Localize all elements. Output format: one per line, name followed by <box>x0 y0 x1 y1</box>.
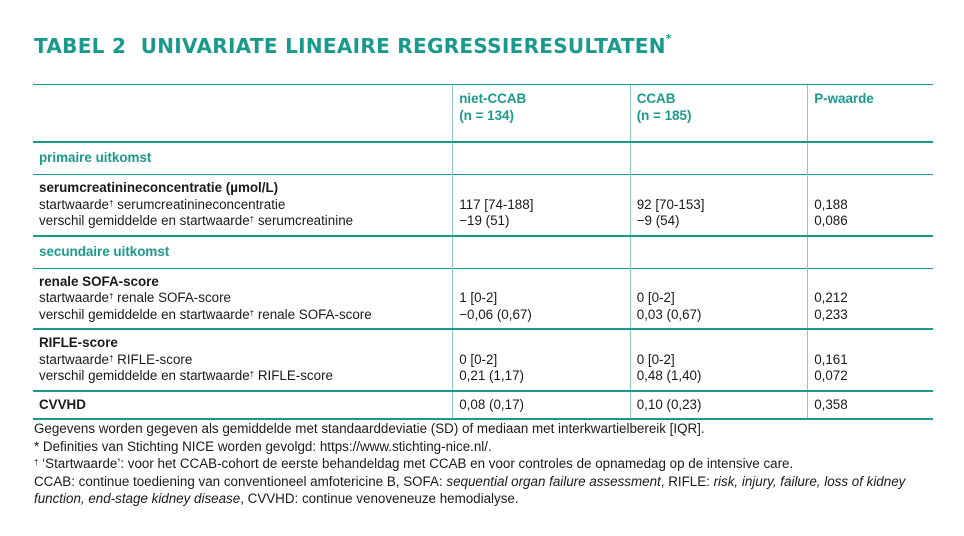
sofa-row1-ccab: 0 [0-2] <box>636 290 675 305</box>
empty-cell <box>453 142 630 175</box>
sofa-niet-ccab <box>453 268 630 329</box>
table-header-row <box>33 85 933 143</box>
table-title <box>34 34 672 58</box>
empty-cell <box>808 142 933 175</box>
dagger-mark: † <box>249 308 255 318</box>
table-title-text: TABEL 2 UNIVARIATE LINEAIRE REGRESSIERESULTATEN <box>34 34 666 58</box>
serum-row2-label-b: serumcreatinine <box>254 213 354 228</box>
header-niet-ccab-n: (n = 134) <box>459 107 514 123</box>
table-row-serum <box>33 175 933 236</box>
rifle-niet-ccab <box>453 329 630 391</box>
abbrev-rifle-italic: risk, injury, failure, loss of kidney function, end-stage kidney disease <box>34 473 906 506</box>
rifle-ccab <box>630 329 807 391</box>
rifle-row1-ccab: 0 [0-2] <box>636 351 675 367</box>
dagger-mark: † <box>108 292 114 301</box>
rifle-row1-label-a: startwaarde <box>39 351 109 367</box>
results-table <box>33 84 933 420</box>
rifle-row1-p: 0,161 <box>814 351 848 367</box>
footnote-data-description: Gegevens worden gegeven als gemiddelde met standaarddeviatie (SD) of mediaan met interkwartielbereik [IQR]. <box>34 421 705 436</box>
serum-heading: serumcreatinineconcentratie (µmol/L) <box>39 180 279 195</box>
footnote-abbreviations <box>34 473 944 508</box>
sofa-heading: renale SOFA-score <box>39 273 159 289</box>
abbrev-part-e: , CVVHD: continue venoveneuze hemodialyse. <box>240 491 519 506</box>
rifle-row1-niet-ccab: 0 [0-2] <box>459 351 498 367</box>
rifle-heading: RIFLE-score <box>39 335 118 350</box>
header-niet-ccab <box>453 85 630 143</box>
sofa-row1-label-a: startwaarde <box>39 290 109 305</box>
serum-row2-label <box>39 213 446 230</box>
table-row-rifle <box>33 329 933 391</box>
title-footnote-mark: * <box>665 32 672 45</box>
rifle-row1-label <box>39 352 446 369</box>
rifle-row2-label <box>39 368 446 385</box>
footnote-startwaarde-text: ‘Startwaarde’: voor het CCAB-cohort de eerste behandeldag met CCAB en voor controles de opnamedag op de intensive care. <box>38 456 794 471</box>
serum-row1-p: 0,188 <box>814 196 848 212</box>
dagger-mark: † <box>108 198 114 208</box>
serum-row2-ccab: −9 (54) <box>636 213 680 228</box>
sofa-ccab <box>630 268 807 329</box>
rifle-labels <box>33 329 453 391</box>
sofa-p <box>808 268 933 329</box>
empty-cell <box>630 236 807 269</box>
serum-row2-p: 0,086 <box>814 213 848 228</box>
dagger-mark: † <box>249 370 255 379</box>
table-row-cvvhd <box>33 391 933 420</box>
sofa-row1-label-b: renale SOFA-score <box>113 290 232 305</box>
sofa-row2-label-a: verschil gemiddelde en startwaarde <box>39 306 250 322</box>
rifle-row2-label-a: verschil gemiddelde en startwaarde <box>39 368 250 383</box>
section-primary-row <box>33 142 933 175</box>
cvvhd-p: 0,358 <box>808 391 933 420</box>
sofa-row1-label <box>39 290 446 307</box>
empty-cell <box>808 236 933 269</box>
serum-p <box>808 175 933 236</box>
header-niet-ccab-label: niet-CCAB <box>459 91 527 106</box>
footnote-nice-definitions: * Definities van Stichting NICE worden gevolgd: https://www.stichting-nice.nl/. <box>34 438 492 454</box>
sofa-row1-p: 0,212 <box>814 290 848 305</box>
footnote-startwaarde <box>34 455 944 473</box>
cvvhd-niet-ccab: 0,08 (0,17) <box>453 391 630 420</box>
empty-cell <box>453 236 630 269</box>
serum-row1-label <box>39 197 446 214</box>
serum-row1-ccab: 92 [70-153] <box>636 196 705 212</box>
rifle-row2-label-b: RIFLE-score <box>254 368 333 383</box>
header-empty-cell <box>33 85 453 143</box>
rifle-row1-label-b: RIFLE-score <box>113 351 193 367</box>
rifle-row2-ccab: 0,48 (1,40) <box>636 368 702 383</box>
section-primary-label: primaire uitkomst <box>33 142 453 175</box>
serum-row1-niet-ccab: 117 [74-188] <box>459 196 534 212</box>
rifle-row2-niet-ccab: 0,21 (1,17) <box>459 368 524 383</box>
abbrev-part-c: , RIFLE: <box>660 473 714 489</box>
cvvhd-label <box>33 391 453 420</box>
serum-niet-ccab <box>453 175 630 236</box>
header-ccab-n: (n = 185) <box>636 107 692 123</box>
header-p-value <box>808 85 933 143</box>
abbrev-sofa-italic: sequential organ failure assessment <box>446 473 661 489</box>
sofa-row1-niet-ccab: 1 [0-2] <box>459 290 498 305</box>
section-secondary-label: secundaire uitkomst <box>33 236 453 269</box>
cvvhd-heading: CVVHD <box>39 396 86 412</box>
header-ccab <box>630 85 807 143</box>
sofa-row2-label-b: renale SOFA-score <box>254 306 372 322</box>
serum-row2-label-a: verschil gemiddelde en startwaarde <box>39 213 250 228</box>
table-footnotes <box>34 420 944 508</box>
table-row-sofa <box>33 268 933 329</box>
sofa-row2-niet-ccab: −0,06 (0,67) <box>459 306 532 322</box>
serum-row2-niet-ccab: −19 (51) <box>459 213 510 228</box>
sofa-row2-ccab: 0,03 (0,67) <box>636 306 702 322</box>
abbrev-part-a: CCAB: continue toediening van conventioneel amfotericine B, SOFA: <box>34 473 447 489</box>
empty-cell <box>630 142 807 175</box>
rifle-p <box>808 329 933 391</box>
rifle-row2-p: 0,072 <box>814 368 848 383</box>
header-ccab-label: CCAB <box>636 91 676 106</box>
serum-row1-label-a: startwaarde <box>39 196 109 212</box>
footnote-dagger-mark: † <box>34 458 39 467</box>
dagger-mark: † <box>249 215 255 224</box>
cvvhd-ccab: 0,10 (0,23) <box>630 391 807 420</box>
serum-ccab <box>630 175 807 236</box>
dagger-mark: † <box>108 353 114 363</box>
sofa-row2-label <box>39 307 446 324</box>
serum-row1-label-b: serumcreatinineconcentratie <box>113 196 286 212</box>
section-secondary-row <box>33 236 933 269</box>
sofa-labels <box>33 268 453 329</box>
serum-labels <box>33 175 453 236</box>
sofa-row2-p: 0,233 <box>814 306 848 322</box>
header-p-value-label: P-waarde <box>814 91 874 106</box>
